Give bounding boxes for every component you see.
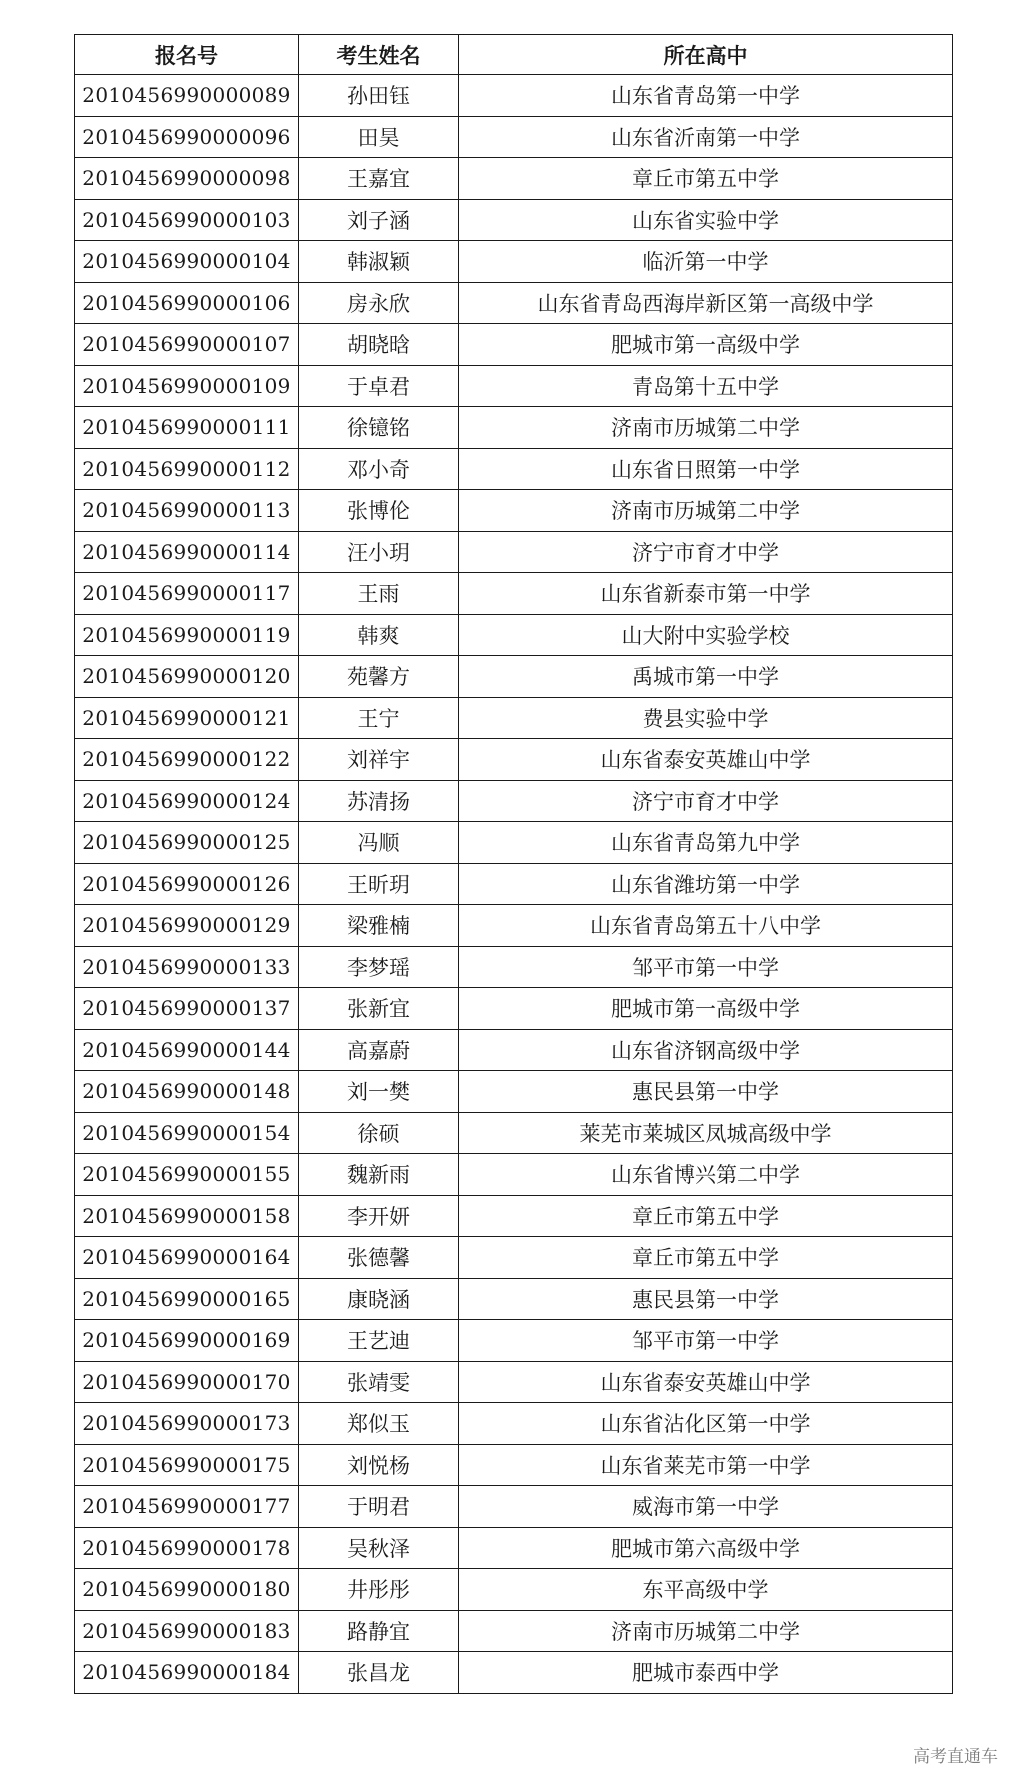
candidate-name-cell: 韩爽 <box>299 614 459 656</box>
high-school-cell: 山东省沾化区第一中学 <box>459 1403 953 1445</box>
registration-number-cell: 2010456990000124 <box>75 780 299 822</box>
table-row <box>75 282 953 324</box>
candidate-name-cell: 徐镱铭 <box>299 407 459 449</box>
high-school-cell: 东平高级中学 <box>459 1569 953 1611</box>
table-row <box>75 1029 953 1071</box>
candidate-name-cell: 王嘉宜 <box>299 158 459 200</box>
candidate-name-cell: 张新宜 <box>299 988 459 1030</box>
table-row <box>75 1403 953 1445</box>
registration-number-cell: 2010456990000177 <box>75 1486 299 1528</box>
high-school-cell: 山东省新泰市第一中学 <box>459 573 953 615</box>
table-row <box>75 863 953 905</box>
registration-number-cell: 2010456990000120 <box>75 656 299 698</box>
header-registration-number: 报名号 <box>75 35 299 75</box>
high-school-cell: 肥城市第一高级中学 <box>459 324 953 366</box>
admission-list-table <box>74 34 953 1694</box>
high-school-cell: 济宁市育才中学 <box>459 780 953 822</box>
candidate-name-cell: 康晓涵 <box>299 1278 459 1320</box>
table-row <box>75 1071 953 1113</box>
registration-number-cell: 2010456990000165 <box>75 1278 299 1320</box>
high-school-cell: 山大附中实验学校 <box>459 614 953 656</box>
table-row <box>75 199 953 241</box>
table-row <box>75 1569 953 1611</box>
table-row <box>75 1486 953 1528</box>
table-row <box>75 1112 953 1154</box>
candidate-name-cell: 王宁 <box>299 697 459 739</box>
candidate-name-cell: 胡晓晗 <box>299 324 459 366</box>
registration-number-cell: 2010456990000184 <box>75 1652 299 1694</box>
header-candidate-name: 考生姓名 <box>299 35 459 75</box>
high-school-cell: 邹平市第一中学 <box>459 1320 953 1362</box>
candidate-name-cell: 刘子涵 <box>299 199 459 241</box>
high-school-cell: 威海市第一中学 <box>459 1486 953 1528</box>
high-school-cell: 山东省泰安英雄山中学 <box>459 739 953 781</box>
candidate-name-cell: 刘悦杨 <box>299 1444 459 1486</box>
registration-number-cell: 2010456990000113 <box>75 490 299 532</box>
registration-number-cell: 2010456990000104 <box>75 241 299 283</box>
high-school-cell: 山东省实验中学 <box>459 199 953 241</box>
registration-number-cell: 2010456990000170 <box>75 1361 299 1403</box>
high-school-cell: 山东省博兴第二中学 <box>459 1154 953 1196</box>
header-high-school: 所在高中 <box>459 35 953 75</box>
candidate-name-cell: 邓小奇 <box>299 448 459 490</box>
candidate-name-cell: 张德馨 <box>299 1237 459 1279</box>
registration-number-cell: 2010456990000126 <box>75 863 299 905</box>
candidate-name-cell: 路静宜 <box>299 1610 459 1652</box>
registration-number-cell: 2010456990000098 <box>75 158 299 200</box>
table-row <box>75 739 953 781</box>
admission-list-sheet <box>74 34 952 1694</box>
table-row <box>75 1361 953 1403</box>
table-row <box>75 241 953 283</box>
candidate-name-cell: 井彤彤 <box>299 1569 459 1611</box>
candidate-name-cell: 孙田钰 <box>299 75 459 117</box>
table-row <box>75 905 953 947</box>
high-school-cell: 山东省青岛西海岸新区第一高级中学 <box>459 282 953 324</box>
candidate-name-cell: 冯顺 <box>299 822 459 864</box>
table-row <box>75 407 953 449</box>
candidate-name-cell: 王昕玥 <box>299 863 459 905</box>
table-row <box>75 365 953 407</box>
high-school-cell: 山东省莱芜市第一中学 <box>459 1444 953 1486</box>
high-school-cell: 山东省青岛第一中学 <box>459 75 953 117</box>
candidate-name-cell: 汪小玥 <box>299 531 459 573</box>
table-row <box>75 1527 953 1569</box>
table-row <box>75 75 953 117</box>
high-school-cell: 惠民县第一中学 <box>459 1071 953 1113</box>
registration-number-cell: 2010456990000117 <box>75 573 299 615</box>
candidate-name-cell: 张博伦 <box>299 490 459 532</box>
candidate-name-cell: 王艺迪 <box>299 1320 459 1362</box>
registration-number-cell: 2010456990000125 <box>75 822 299 864</box>
high-school-cell: 山东省青岛第九中学 <box>459 822 953 864</box>
table-row <box>75 1237 953 1279</box>
registration-number-cell: 2010456990000089 <box>75 75 299 117</box>
high-school-cell: 山东省潍坊第一中学 <box>459 863 953 905</box>
high-school-cell: 山东省泰安英雄山中学 <box>459 1361 953 1403</box>
table-row <box>75 656 953 698</box>
candidate-name-cell: 苏清扬 <box>299 780 459 822</box>
high-school-cell: 济南市历城第二中学 <box>459 1610 953 1652</box>
registration-number-cell: 2010456990000129 <box>75 905 299 947</box>
registration-number-cell: 2010456990000112 <box>75 448 299 490</box>
candidate-name-cell: 高嘉蔚 <box>299 1029 459 1071</box>
registration-number-cell: 2010456990000096 <box>75 116 299 158</box>
candidate-name-cell: 王雨 <box>299 573 459 615</box>
table-header-row <box>75 35 953 75</box>
registration-number-cell: 2010456990000122 <box>75 739 299 781</box>
candidate-name-cell: 田昊 <box>299 116 459 158</box>
table-row <box>75 988 953 1030</box>
table-row <box>75 531 953 573</box>
candidate-name-cell: 李梦瑶 <box>299 946 459 988</box>
candidate-name-cell: 徐硕 <box>299 1112 459 1154</box>
candidate-name-cell: 李开妍 <box>299 1195 459 1237</box>
high-school-cell: 章丘市第五中学 <box>459 1195 953 1237</box>
registration-number-cell: 2010456990000164 <box>75 1237 299 1279</box>
high-school-cell: 肥城市第六高级中学 <box>459 1527 953 1569</box>
high-school-cell: 肥城市泰西中学 <box>459 1652 953 1694</box>
registration-number-cell: 2010456990000121 <box>75 697 299 739</box>
candidate-name-cell: 张昌龙 <box>299 1652 459 1694</box>
high-school-cell: 山东省济钢高级中学 <box>459 1029 953 1071</box>
registration-number-cell: 2010456990000111 <box>75 407 299 449</box>
registration-number-cell: 2010456990000154 <box>75 1112 299 1154</box>
registration-number-cell: 2010456990000114 <box>75 531 299 573</box>
high-school-cell: 济宁市育才中学 <box>459 531 953 573</box>
table-row <box>75 448 953 490</box>
registration-number-cell: 2010456990000180 <box>75 1569 299 1611</box>
candidate-name-cell: 于卓君 <box>299 365 459 407</box>
candidate-name-cell: 魏新雨 <box>299 1154 459 1196</box>
table-row <box>75 1610 953 1652</box>
watermark-text: 高考直通车 <box>913 1747 998 1767</box>
table-row <box>75 822 953 864</box>
high-school-cell: 惠民县第一中学 <box>459 1278 953 1320</box>
high-school-cell: 山东省沂南第一中学 <box>459 116 953 158</box>
high-school-cell: 临沂第一中学 <box>459 241 953 283</box>
registration-number-cell: 2010456990000169 <box>75 1320 299 1362</box>
candidate-name-cell: 韩淑颖 <box>299 241 459 283</box>
table-row <box>75 490 953 532</box>
table-row <box>75 1444 953 1486</box>
registration-number-cell: 2010456990000106 <box>75 282 299 324</box>
registration-number-cell: 2010456990000173 <box>75 1403 299 1445</box>
high-school-cell: 山东省青岛第五十八中学 <box>459 905 953 947</box>
high-school-cell: 肥城市第一高级中学 <box>459 988 953 1030</box>
candidate-name-cell: 刘祥宇 <box>299 739 459 781</box>
table-row <box>75 946 953 988</box>
registration-number-cell: 2010456990000155 <box>75 1154 299 1196</box>
candidate-name-cell: 刘一樊 <box>299 1071 459 1113</box>
high-school-cell: 章丘市第五中学 <box>459 158 953 200</box>
registration-number-cell: 2010456990000119 <box>75 614 299 656</box>
high-school-cell: 济南市历城第二中学 <box>459 490 953 532</box>
candidate-name-cell: 房永欣 <box>299 282 459 324</box>
table-row <box>75 116 953 158</box>
high-school-cell: 禹城市第一中学 <box>459 656 953 698</box>
table-row <box>75 1278 953 1320</box>
registration-number-cell: 2010456990000178 <box>75 1527 299 1569</box>
high-school-cell: 山东省日照第一中学 <box>459 448 953 490</box>
candidate-name-cell: 于明君 <box>299 1486 459 1528</box>
registration-number-cell: 2010456990000103 <box>75 199 299 241</box>
high-school-cell: 章丘市第五中学 <box>459 1237 953 1279</box>
candidate-name-cell: 吴秋泽 <box>299 1527 459 1569</box>
table-row <box>75 1652 953 1694</box>
registration-number-cell: 2010456990000133 <box>75 946 299 988</box>
registration-number-cell: 2010456990000144 <box>75 1029 299 1071</box>
table-row <box>75 780 953 822</box>
table-row <box>75 1195 953 1237</box>
high-school-cell: 邹平市第一中学 <box>459 946 953 988</box>
registration-number-cell: 2010456990000183 <box>75 1610 299 1652</box>
table-row <box>75 1154 953 1196</box>
candidate-name-cell: 张靖雯 <box>299 1361 459 1403</box>
table-body <box>75 75 953 1694</box>
registration-number-cell: 2010456990000137 <box>75 988 299 1030</box>
table-row <box>75 573 953 615</box>
candidate-name-cell: 郑似玉 <box>299 1403 459 1445</box>
candidate-name-cell: 梁雅楠 <box>299 905 459 947</box>
high-school-cell: 青岛第十五中学 <box>459 365 953 407</box>
high-school-cell: 费县实验中学 <box>459 697 953 739</box>
registration-number-cell: 2010456990000109 <box>75 365 299 407</box>
registration-number-cell: 2010456990000158 <box>75 1195 299 1237</box>
table-row <box>75 1320 953 1362</box>
table-row <box>75 158 953 200</box>
high-school-cell: 莱芜市莱城区凤城高级中学 <box>459 1112 953 1154</box>
table-row <box>75 697 953 739</box>
registration-number-cell: 2010456990000107 <box>75 324 299 366</box>
candidate-name-cell: 苑馨方 <box>299 656 459 698</box>
table-row <box>75 324 953 366</box>
registration-number-cell: 2010456990000175 <box>75 1444 299 1486</box>
registration-number-cell: 2010456990000148 <box>75 1071 299 1113</box>
table-row <box>75 614 953 656</box>
high-school-cell: 济南市历城第二中学 <box>459 407 953 449</box>
